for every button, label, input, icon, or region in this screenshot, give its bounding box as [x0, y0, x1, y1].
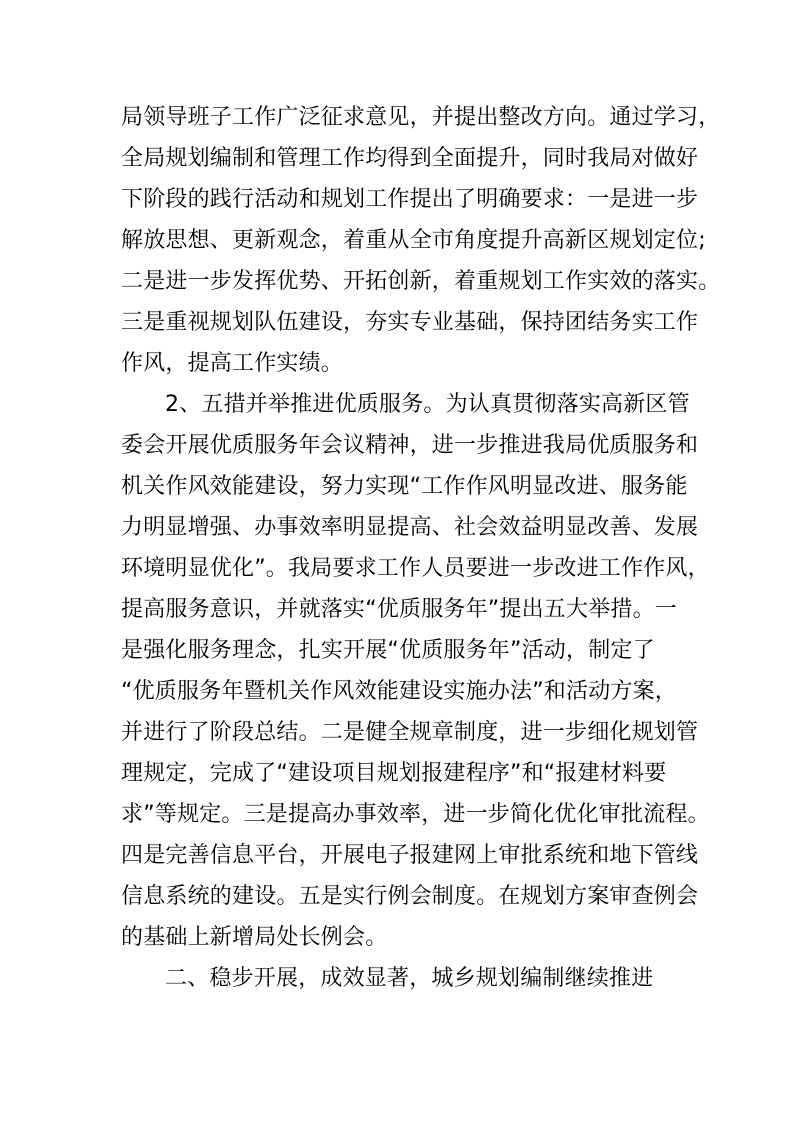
body-text-line: 全局规划编制和管理工作均得到全面提升，同时我局对做好	[121, 146, 699, 171]
body-text-line: 信息系统的建设。五是实行例会制度。在规划方案审查例会	[121, 884, 699, 909]
body-text-line: 是强化服务理念，扎实开展“优质服务年”活动，制定了	[121, 638, 655, 663]
body-text-line: 的基础上新增局处长例会。	[121, 925, 388, 950]
body-text-line: 作风，提高工作实绩。	[121, 351, 344, 376]
body-text-line: 二是进一步发挥优势、开拓创新，着重规划工作实效的落实。	[121, 269, 721, 294]
section-heading-line: 2、五措并举推进优质服务。为认真贯彻落实高新区管	[165, 392, 690, 417]
body-text-line: 机关作风效能建设，努力实现“工作作风明显改进、服务能	[121, 474, 688, 499]
body-text-line: 局领导班子工作广泛征求意见，并提出整改方向。通过学习，	[121, 105, 721, 130]
body-text-line: 提高服务意识，并就落实“优质服务年”提出五大举措。一	[121, 597, 677, 622]
body-text-line: 委会开展优质服务年会议精神，进一步推进我局优质服务和	[121, 433, 699, 458]
body-text-line: 并进行了阶段总结。二是健全规章制度，进一步细化规划管	[121, 720, 699, 745]
body-text-line: 三是重视规划队伍建设，夯实专业基础，保持团结务实工作	[121, 310, 699, 335]
body-text-line: 力明显增强、办事效率明显提高、社会效益明显改善、发展	[121, 515, 699, 540]
body-text-line: 四是完善信息平台，开展电子报建网上审批系统和地下管线	[121, 843, 699, 868]
body-text-line: “优质服务年暨机关作风效能建设实施办法”和活动方案，	[121, 679, 677, 704]
body-text-line: 环境明显优化”。我局要求工作人员要进一步改进工作作风，	[121, 556, 710, 581]
body-text-line: 解放思想、更新观念，着重从全市角度提升高新区规划定位;	[121, 228, 706, 253]
body-text-line: 求”等规定。三是提高办事效率，进一步简化优化审批流程。	[121, 802, 710, 827]
body-text-line: 理规定，完成了“建设项目规划报建程序”和“报建材料要	[121, 761, 667, 786]
section-heading-line: 二、稳步开展，成效显著，城乡规划编制继续推进	[165, 966, 654, 991]
body-text-line: 下阶段的践行活动和规划工作提出了明确要求：一是进一步	[121, 187, 699, 212]
